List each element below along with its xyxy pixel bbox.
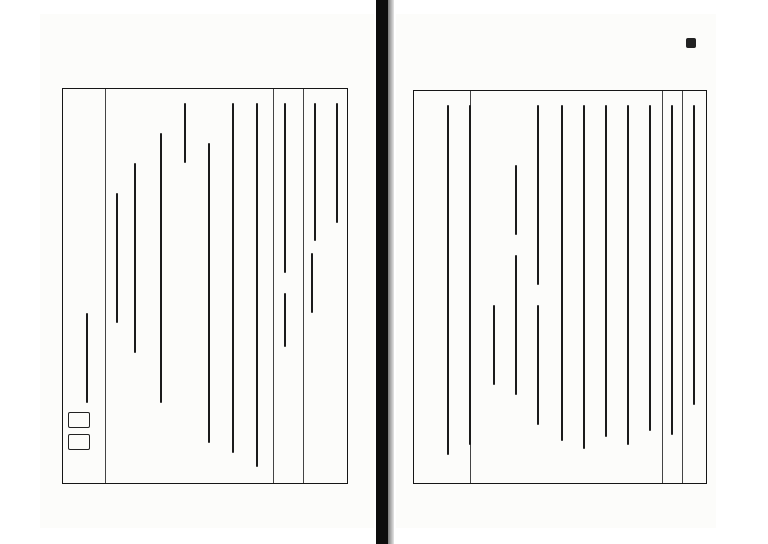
right-page-frame	[413, 90, 707, 484]
right-page	[396, 14, 716, 528]
column-rule	[662, 91, 663, 483]
binding-shadow	[388, 0, 394, 544]
column-rule	[682, 91, 683, 483]
seal-stamp	[66, 412, 92, 464]
binding-gutter	[376, 0, 388, 544]
column-rule	[303, 89, 304, 483]
left-page-frame	[62, 88, 348, 484]
column-rule	[105, 89, 106, 483]
left-page	[40, 14, 374, 528]
column-rule	[273, 89, 274, 483]
corner-mark	[686, 38, 696, 48]
